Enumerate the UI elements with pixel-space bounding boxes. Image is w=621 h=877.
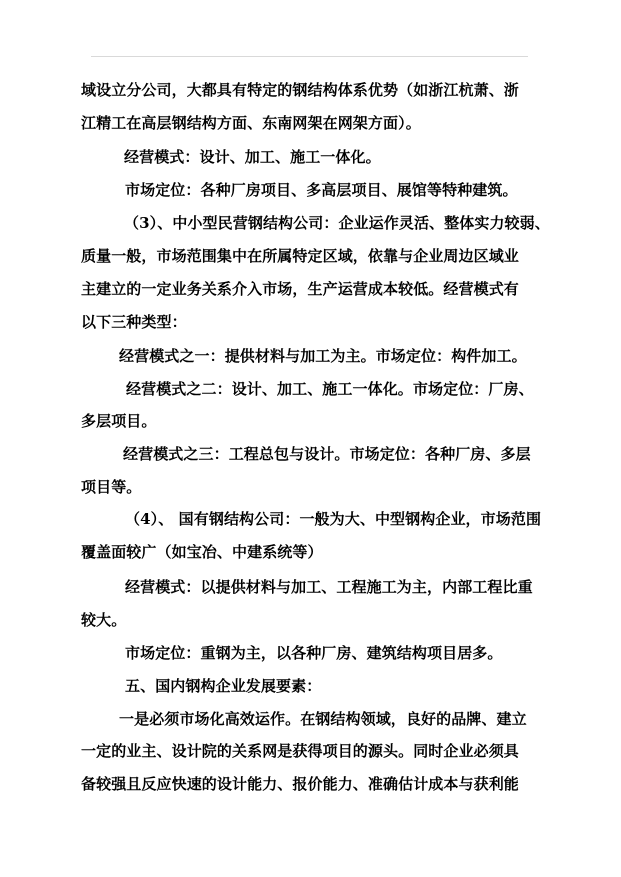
- body-line: 市场定位：各种厂房项目、多高层项目、展馆等特种建筑。: [125, 181, 518, 199]
- body-line: 质量一般，市场范围集中在所属特定区域，依靠与企业周边区域业: [81, 247, 519, 265]
- body-line: 覆盖面较广（如宝冶、中建系统等）: [81, 543, 323, 561]
- body-line: 经营模式之一：提供材料与加工为主。市场定位：构件加工。: [119, 347, 527, 365]
- section-heading: 五、国内钢构企业发展要素：: [125, 677, 322, 695]
- body-line: 市场定位：重钢为主，以各种厂房、建筑结构项目居多。: [125, 644, 503, 662]
- body-line: 较大。: [81, 611, 127, 629]
- header-divider: [91, 56, 528, 57]
- body-line: 江精工在高层钢结构方面、东南网架在网架方面）。: [81, 114, 421, 132]
- body-line: 经营模式之二：设计、加工、施工一体化。市场定位：厂房、: [126, 380, 534, 398]
- body-line: 经营模式：设计、加工、施工一体化。: [124, 148, 381, 166]
- body-line: 一是必须市场化高效运作。在钢结构领域，良好的品牌、建立: [119, 710, 527, 728]
- body-line: 备较强且反应快速的设计能力、报价能力、准确估计成本与获利能: [81, 775, 519, 793]
- body-line: 多层项目。: [81, 412, 157, 430]
- body-line: 经营模式：以提供材料与加工、工程施工为主，内部工程比重: [125, 578, 533, 596]
- body-line: 以下三种类型：: [81, 313, 187, 331]
- body-line: （3）、中小型民营钢结构公司：企业运作灵活、整体实力较弱、: [124, 214, 550, 232]
- body-line: 项目等。: [81, 478, 142, 496]
- body-line: （4）、 国有钢结构公司：一般为大、中型钢构企业，市场范围: [125, 510, 542, 528]
- body-line: 经营模式之三：工程总包与设计。市场定位：各种厂房、多层: [123, 445, 531, 463]
- body-line: 主建立的一定业务关系介入市场，生产运营成本较低。经营模式有: [81, 280, 519, 298]
- body-line: 一定的业主、设计院的关系网是获得项目的源头。同时企业必须具: [81, 742, 519, 760]
- body-line: 域设立分公司，大都具有特定的钢结构体系优势（如浙江杭萧、浙: [81, 81, 519, 99]
